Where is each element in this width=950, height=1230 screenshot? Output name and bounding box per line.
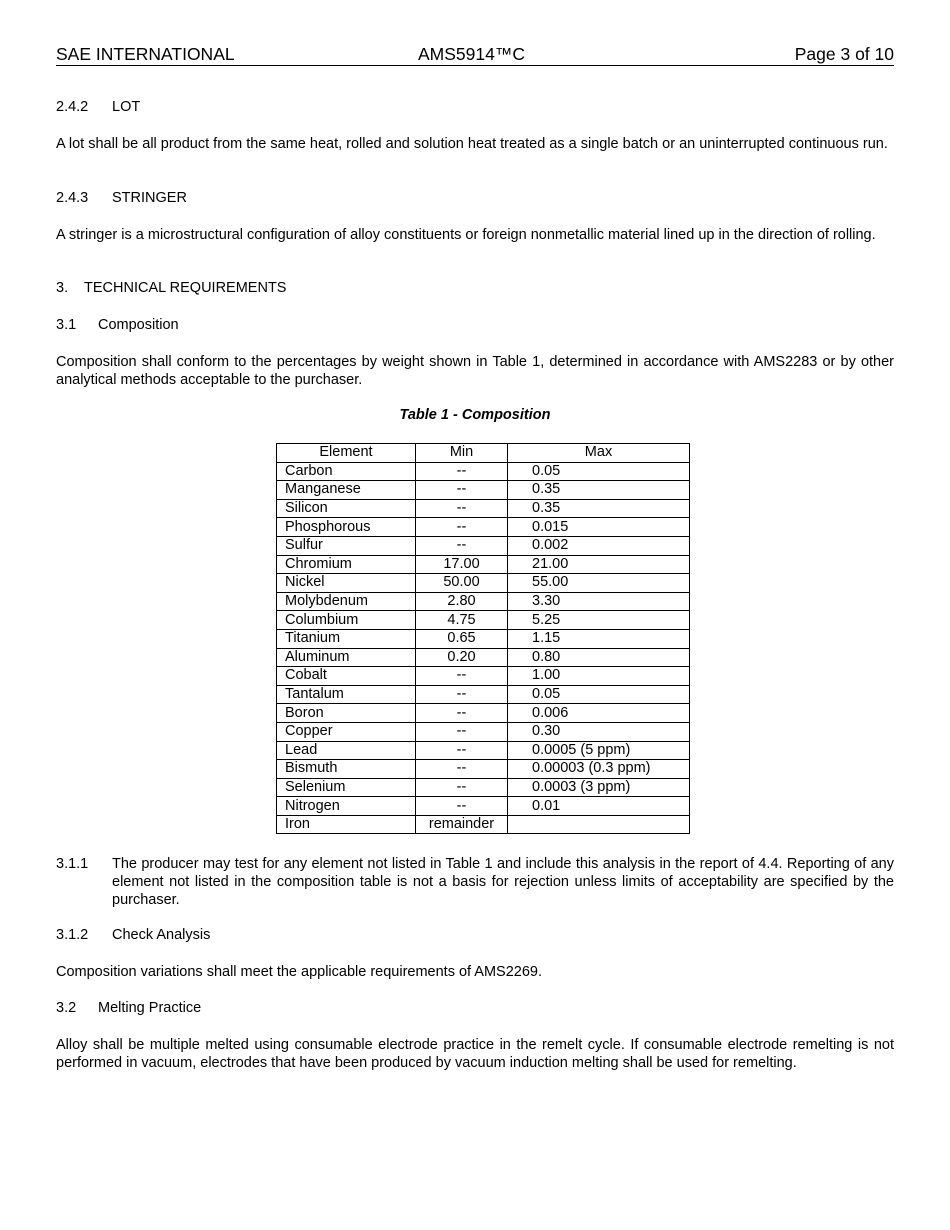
table-row: [277, 462, 690, 481]
paragraph-3-1-1: [56, 855, 894, 909]
cell-max: 0.80: [508, 648, 690, 667]
paragraph-check-analysis: Composition variations shall meet the applicable requirements of AMS2269.: [56, 964, 543, 980]
section-title: Composition: [98, 317, 179, 333]
section-title: STRINGER: [112, 190, 187, 206]
table-row: [277, 499, 690, 518]
table-row: [277, 481, 690, 500]
cell-max: 0.015: [508, 518, 690, 537]
cell-element: Nickel: [277, 574, 416, 593]
header-page-number: Page 3 of 10: [794, 44, 894, 64]
header-doc-id: AMS5914™C: [418, 44, 525, 64]
cell-min: --: [416, 722, 508, 741]
cell-min: 17.00: [416, 555, 508, 574]
section-heading-3: [56, 280, 286, 296]
cell-element: Cobalt: [277, 667, 416, 686]
cell-element: Iron: [277, 815, 416, 834]
table-row: [277, 555, 690, 574]
cell-max: 0.35: [508, 499, 690, 518]
cell-element: Molybdenum: [277, 592, 416, 611]
cell-min: --: [416, 704, 508, 723]
cell-element: Lead: [277, 741, 416, 760]
cell-element: Nitrogen: [277, 797, 416, 816]
cell-max: 1.00: [508, 667, 690, 686]
cell-min: remainder: [416, 815, 508, 834]
cell-max: 55.00: [508, 574, 690, 593]
cell-min: --: [416, 741, 508, 760]
cell-element: Silicon: [277, 499, 416, 518]
header-org: SAE INTERNATIONAL: [56, 44, 235, 64]
table-row: [277, 518, 690, 537]
cell-min: --: [416, 462, 508, 481]
table-row: [277, 760, 690, 779]
cell-element: Titanium: [277, 629, 416, 648]
table-header-row: [277, 444, 690, 463]
cell-min: 0.20: [416, 648, 508, 667]
section-number: 3.: [56, 280, 69, 296]
cell-min: --: [416, 481, 508, 500]
table-row: [277, 778, 690, 797]
cell-max: 0.05: [508, 685, 690, 704]
cell-max: 0.05: [508, 462, 690, 481]
cell-max: 1.15: [508, 629, 690, 648]
cell-max: 0.0005 (5 ppm): [508, 741, 690, 760]
section-number: 2.4.3: [56, 190, 89, 206]
column-header-max: Max: [508, 444, 690, 463]
paragraph-melting-practice: Alloy shall be multiple melted using consumable electrode practice in the remelt cycle. If consumable electrode remelting is not performed in vacuum, electrodes that have been produced by vacuum induction melting shall be used for remelting.: [56, 1037, 894, 1071]
cell-element: Chromium: [277, 555, 416, 574]
cell-max: 0.0003 (3 ppm): [508, 778, 690, 797]
table-row: [277, 667, 690, 686]
cell-min: 50.00: [416, 574, 508, 593]
page-header: [56, 43, 894, 66]
cell-min: --: [416, 797, 508, 816]
section-heading-2-4-3: [56, 190, 187, 206]
cell-element: Selenium: [277, 778, 416, 797]
cell-min: --: [416, 778, 508, 797]
cell-element: Manganese: [277, 481, 416, 500]
table-caption: Table 1 - Composition: [399, 407, 551, 423]
cell-max: [508, 815, 690, 834]
cell-max: 0.01: [508, 797, 690, 816]
cell-element: Sulfur: [277, 536, 416, 555]
cell-max: 21.00: [508, 555, 690, 574]
table-row: [277, 536, 690, 555]
cell-min: --: [416, 536, 508, 555]
section-number: 3.2: [56, 1000, 77, 1016]
section-heading-3-1-2: [56, 927, 210, 943]
cell-max: 5.25: [508, 611, 690, 630]
cell-element: Tantalum: [277, 685, 416, 704]
cell-min: --: [416, 499, 508, 518]
cell-element: Copper: [277, 722, 416, 741]
cell-min: 4.75: [416, 611, 508, 630]
section-number: 2.4.2: [56, 99, 89, 115]
cell-element: Columbium: [277, 611, 416, 630]
cell-min: 2.80: [416, 592, 508, 611]
cell-min: --: [416, 760, 508, 779]
section-title: LOT: [112, 99, 141, 115]
section-heading-2-4-2: [56, 99, 140, 115]
cell-max: 0.00003 (0.3 ppm): [508, 760, 690, 779]
table-row: [277, 592, 690, 611]
section-title: Melting Practice: [98, 1000, 202, 1016]
section-heading-3-2: [56, 1000, 201, 1016]
section-title: Check Analysis: [112, 927, 211, 943]
cell-element: Bismuth: [277, 760, 416, 779]
table-row: [277, 685, 690, 704]
section-number: 3.1: [56, 317, 77, 333]
cell-max: 0.35: [508, 481, 690, 500]
cell-max: 0.30: [508, 722, 690, 741]
section-number: 3.1.2: [56, 927, 89, 943]
cell-element: Carbon: [277, 462, 416, 481]
cell-element: Boron: [277, 704, 416, 723]
cell-min: 0.65: [416, 629, 508, 648]
section-title: TECHNICAL REQUIREMENTS: [84, 280, 287, 296]
cell-max: 0.006: [508, 704, 690, 723]
cell-element: Aluminum: [277, 648, 416, 667]
section-heading-3-1: [56, 317, 179, 333]
table-row: [277, 704, 690, 723]
cell-max: 3.30: [508, 592, 690, 611]
table-row: [277, 797, 690, 816]
table-row: [277, 629, 690, 648]
paragraph-stringer: A stringer is a microstructural configuration of alloy constituents or foreign nonmetallic material lined up in the direction of rolling.: [56, 227, 876, 243]
column-header-min: Min: [416, 444, 508, 463]
paragraph-composition: Composition shall conform to the percentages by weight shown in Table 1, determined in accordance with AMS2283 or by other analytical methods acceptable to the purchaser.: [56, 354, 894, 388]
cell-min: --: [416, 667, 508, 686]
column-header-element: Element: [277, 444, 416, 463]
table-row: [277, 574, 690, 593]
table-row: [277, 648, 690, 667]
paragraph-text: The producer may test for any element not listed in Table 1 and include this analysis in the report of 4.4. Reporting of any element not listed in the composition table is not a basis for rejection unless limits of acceptability are specified by the purchaser.: [112, 856, 894, 908]
table-row: [277, 611, 690, 630]
cell-min: --: [416, 518, 508, 537]
paragraph-lot: A lot shall be all product from the same heat, rolled and solution heat treated as a single batch or an uninterrupted continuous run.: [56, 136, 888, 152]
cell-max: 0.002: [508, 536, 690, 555]
cell-element: Phosphorous: [277, 518, 416, 537]
table-row: [277, 815, 690, 834]
table-row: [277, 741, 690, 760]
section-number: 3.1.1: [56, 856, 89, 872]
cell-min: --: [416, 685, 508, 704]
composition-table: [276, 443, 690, 834]
table-row: [277, 722, 690, 741]
